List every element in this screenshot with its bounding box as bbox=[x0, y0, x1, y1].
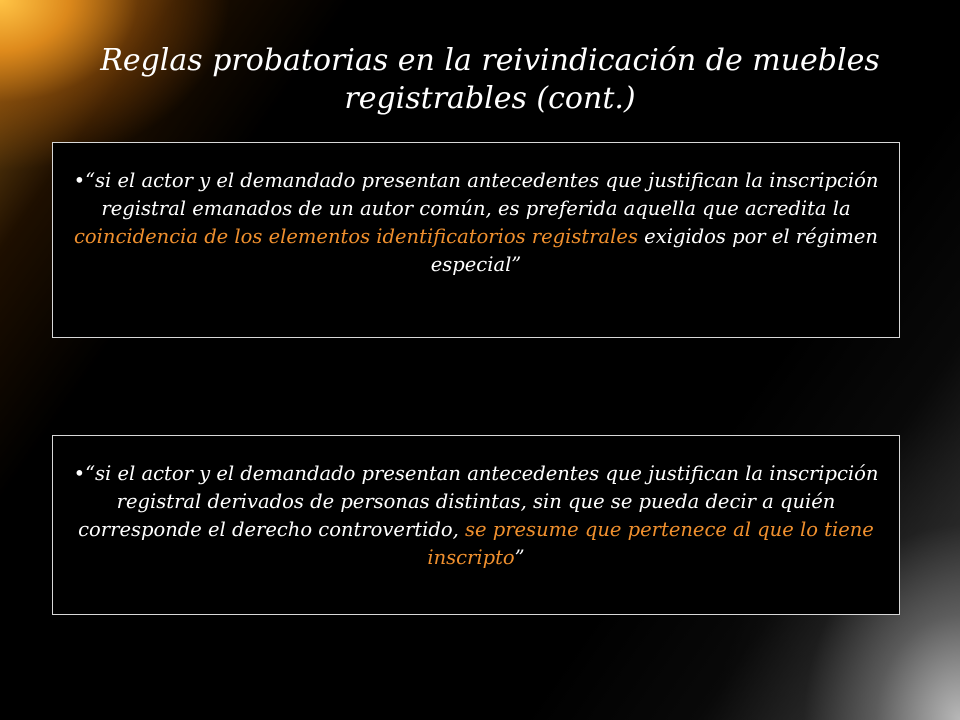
quote-1-text-after: exigidos por el régimen especial” bbox=[430, 225, 878, 276]
quote-box-2 bbox=[52, 435, 900, 615]
quote-box-1 bbox=[52, 142, 900, 338]
quote-2-highlight: se presume que pertenece al que lo tiene inscripto bbox=[427, 518, 874, 569]
quote-2-text-after: ” bbox=[514, 546, 525, 569]
quote-1-highlight: coincidencia de los elementos identificatorios registrales bbox=[74, 225, 638, 248]
quote-2-text-before: “si el actor y el demandado presentan antecedentes que justifican la inscripción registral derivados de personas distintas, sin que se pueda decir a quién corresponde el derecho controvertido, bbox=[78, 462, 879, 541]
bullet-2: • bbox=[73, 462, 86, 485]
quote-1-text-before: “si el actor y el demandado presentan antecedentes que justifican la inscripción registral emanados de un autor común, es preferida aquella que acredita la bbox=[85, 169, 879, 220]
slide-title: Reglas probatorias en la reivindicación de muebles registrables (cont.) bbox=[100, 43, 880, 116]
bullet-1: • bbox=[73, 169, 86, 192]
